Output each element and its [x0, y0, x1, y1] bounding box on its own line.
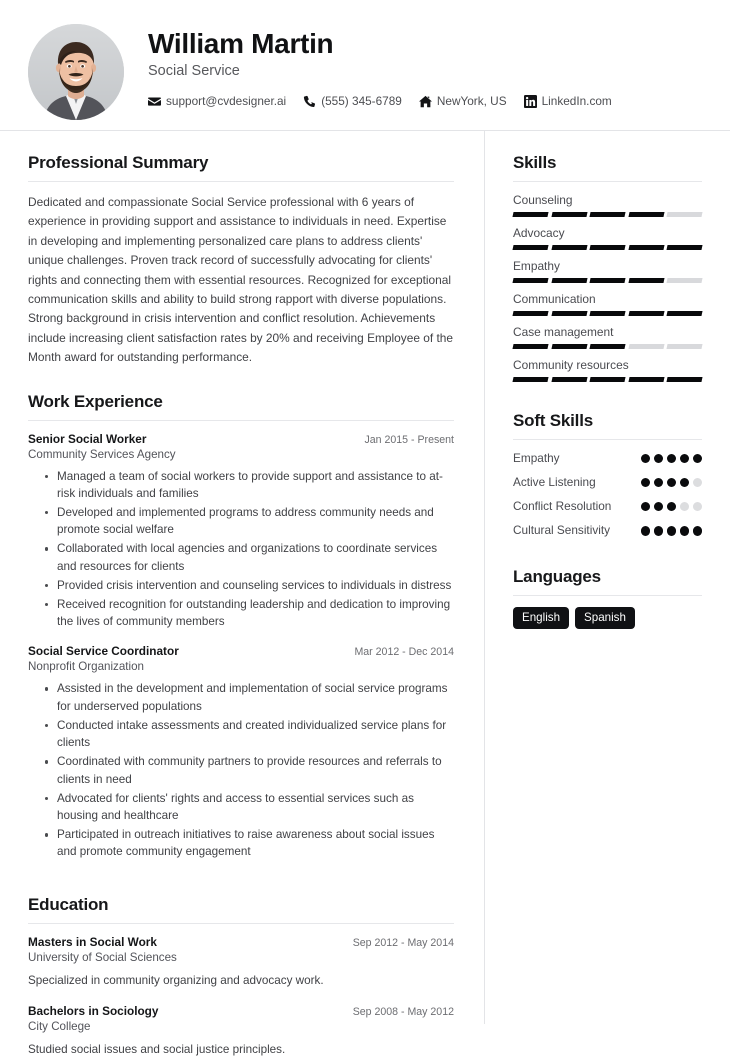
soft-skill-label: Empathy — [513, 451, 560, 465]
skill-segment — [590, 278, 626, 283]
skill-segment — [512, 278, 548, 283]
education-entry-head — [28, 935, 454, 949]
soft-skill-row — [513, 451, 702, 466]
education-date: Sep 2012 - May 2014 — [352, 936, 454, 949]
list-item: Participated in outreach initiatives to raise awareness about social issues and promote community engagement — [45, 826, 454, 860]
skill-level-bar — [513, 377, 702, 382]
rating-dot — [641, 502, 651, 512]
experience-date: Jan 2015 - Present — [364, 433, 454, 446]
skill-level-bar — [513, 212, 702, 217]
list-item: Received recognition for outstanding leadership and dedication to improving the lives of community members — [45, 596, 454, 630]
rating-dot — [654, 478, 664, 488]
skill-segment — [628, 311, 664, 316]
skill-segment — [628, 245, 664, 250]
list-item: Managed a team of social workers to provide support and assistance to at-risk individuals and families — [45, 468, 454, 502]
rating-dot — [667, 478, 677, 488]
skill-segment — [551, 245, 587, 250]
education-degree: Masters in Social Work — [28, 934, 157, 949]
rating-dot — [654, 454, 664, 464]
main-column — [0, 131, 484, 1056]
skill-segment — [551, 344, 587, 349]
avatar-photo — [28, 24, 124, 120]
rating-dot — [693, 454, 703, 464]
section-divider — [513, 181, 702, 182]
spacer — [513, 547, 702, 567]
experience-entry — [28, 432, 454, 631]
education-date: Sep 2008 - May 2012 — [352, 1005, 454, 1018]
skill-segment — [512, 311, 548, 316]
skill-level-bar — [513, 278, 702, 283]
skill-segment — [590, 311, 626, 316]
skill-segment — [551, 311, 587, 316]
page-title: William Martin — [148, 28, 334, 59]
contact-email-text: support@cvdesigner.ai — [166, 94, 287, 109]
education-description: Specialized in community organizing and advocacy work. — [28, 973, 324, 987]
soft-skill-label: Active Listening — [513, 475, 596, 490]
experience-entry-head — [28, 644, 454, 658]
linkedin-icon — [524, 95, 537, 108]
skill-segment — [590, 212, 626, 217]
skill-segment — [551, 278, 587, 283]
rating-dot — [641, 478, 651, 488]
skills-list — [513, 193, 702, 382]
section-title-experience: Work Experience — [28, 391, 163, 411]
skill-segment — [512, 377, 548, 382]
list-item: Advocated for clients' rights and access to essential services such as housing and healthcare — [45, 790, 454, 824]
skill-row — [513, 259, 702, 283]
sidebar-column — [484, 131, 730, 1024]
list-item: Conducted intake assessments and created individualized service plans for clients — [45, 717, 454, 751]
section-skills — [513, 153, 702, 382]
home-icon — [419, 95, 432, 108]
section-title-languages: Languages — [513, 567, 601, 587]
skill-segment — [667, 344, 703, 349]
section-title-summary: Professional Summary — [28, 153, 209, 172]
contact-linkedin-text: LinkedIn.com — [541, 94, 612, 109]
section-education — [28, 895, 454, 1059]
skill-label: Advocacy — [513, 226, 565, 240]
spacer — [28, 372, 454, 392]
job-role: Social Service — [148, 63, 240, 80]
soft-skill-label: Conflict Resolution — [513, 499, 612, 514]
soft-skill-rating — [641, 526, 703, 536]
skill-segment — [628, 212, 664, 217]
section-divider — [513, 439, 702, 440]
experience-job-title: Senior Social Worker — [28, 431, 147, 446]
header-text — [148, 20, 706, 108]
soft-skill-row — [513, 523, 702, 538]
experience-entry-head — [28, 432, 454, 446]
skill-label: Community resources — [513, 358, 629, 372]
education-entry — [28, 935, 454, 990]
contact-location-text: NewYork, US — [436, 94, 507, 109]
skill-label: Empathy — [513, 259, 560, 273]
contact-email[interactable] — [148, 94, 286, 108]
skill-segment — [667, 212, 703, 217]
contact-phone[interactable] — [303, 94, 402, 108]
soft-skill-rating — [641, 478, 703, 488]
section-title-skills: Skills — [513, 153, 557, 172]
section-divider — [28, 923, 454, 924]
list-item: Assisted in the development and implementation of social service programs for underserved populations — [45, 680, 454, 714]
rating-dot — [693, 502, 703, 512]
skill-segment — [590, 245, 626, 250]
rating-dot — [693, 526, 703, 536]
skill-segment — [667, 278, 703, 283]
section-work-experience — [28, 392, 454, 861]
list-item: Developed and implemented programs to address community needs and promote social welfare — [45, 504, 454, 538]
skill-segment — [667, 311, 703, 316]
list-item: Collaborated with local agencies and organizations to coordinate services and resources for clients — [45, 540, 454, 574]
experience-bullets — [28, 680, 454, 860]
list-item: Provided crisis intervention and counseling services to individuals in distress — [45, 577, 454, 594]
skill-row — [513, 292, 702, 316]
language-badge: Spanish — [575, 607, 635, 629]
soft-skill-row — [513, 499, 702, 514]
skill-row — [513, 325, 702, 349]
skill-segment — [512, 245, 548, 250]
skill-segment — [590, 377, 626, 382]
skill-segment — [628, 344, 664, 349]
section-soft-skills — [513, 411, 702, 538]
summary-text: Dedicated and compassionate Social Service professional with 6 years of experience in providing support and assistance to individuals in need. Expertise in developing and implementing personalized care plans to address clients' unique challenges. Proven track record of successfully advocating for clients' rights and connecting them with essential resources. Recognized for exceptional communication skills and ability to build strong rapport with diverse populations. Strong background in crisis intervention and conflict resolution. Achievements include increasing client satisfaction rates by 20% and receiving Employee of the Month award for outstanding performance. — [28, 195, 453, 365]
skill-segment — [628, 278, 664, 283]
section-professional-summary — [28, 153, 454, 368]
resume-header — [0, 0, 730, 131]
skill-label: Counseling — [513, 193, 573, 207]
education-school: University of Social Sciences — [28, 950, 177, 964]
skill-segment — [512, 212, 548, 217]
soft-skill-row — [513, 475, 702, 490]
contact-location — [419, 94, 507, 108]
skill-label: Case management — [513, 325, 614, 339]
language-badge: English — [513, 607, 569, 629]
experience-entry — [28, 644, 454, 860]
skill-segment — [551, 377, 587, 382]
list-item: Coordinated with community partners to provide resources and referrals to clients in need — [45, 753, 454, 787]
skill-segment — [667, 245, 703, 250]
skill-row — [513, 193, 702, 217]
soft-skill-rating — [641, 454, 703, 464]
skill-label: Communication — [513, 292, 596, 306]
section-divider — [513, 595, 702, 596]
education-entry — [28, 1004, 454, 1059]
rating-dot — [641, 526, 651, 536]
soft-skill-rating — [641, 502, 703, 512]
education-description: Studied social issues and social justice principles. — [28, 1042, 286, 1056]
education-school: City College — [28, 1019, 91, 1033]
email-icon — [148, 95, 161, 108]
spacer — [513, 391, 702, 411]
skill-segment — [512, 344, 548, 349]
phone-icon — [303, 95, 316, 108]
rating-dot — [654, 526, 664, 536]
experience-date: Mar 2012 - Dec 2014 — [354, 646, 454, 659]
section-title-education: Education — [28, 894, 109, 914]
skill-row — [513, 226, 702, 250]
rating-dot — [667, 502, 677, 512]
rating-dot — [680, 526, 690, 536]
skill-segment — [551, 212, 587, 217]
soft-skills-list — [513, 451, 702, 538]
rating-dot — [667, 454, 677, 464]
skill-level-bar — [513, 245, 702, 250]
contact-linkedin[interactable] — [524, 94, 612, 108]
skill-level-bar — [513, 344, 702, 349]
resume-body — [0, 131, 730, 1056]
skill-level-bar — [513, 311, 702, 316]
section-languages — [513, 567, 702, 629]
education-entry-head — [28, 1004, 454, 1018]
rating-dot — [654, 502, 664, 512]
experience-bullets — [28, 468, 454, 631]
soft-skill-label: Cultural Sensitivity — [513, 523, 611, 538]
skill-row — [513, 358, 702, 382]
rating-dot — [693, 478, 703, 488]
skill-segment — [590, 344, 626, 349]
skill-segment — [667, 377, 703, 382]
rating-dot — [667, 526, 677, 536]
section-divider — [28, 181, 454, 182]
experience-company: Community Services Agency — [28, 447, 176, 461]
rating-dot — [680, 502, 690, 512]
experience-job-title: Social Service Coordinator — [28, 644, 179, 659]
contact-phone-text: (555) 345-6789 — [321, 94, 402, 109]
languages-list — [513, 607, 702, 629]
skill-segment — [628, 377, 664, 382]
section-title-soft-skills: Soft Skills — [513, 411, 593, 430]
rating-dot — [680, 478, 690, 488]
avatar — [28, 24, 124, 120]
contact-row — [148, 94, 706, 108]
spacer — [28, 875, 454, 895]
rating-dot — [680, 454, 690, 464]
section-divider — [28, 420, 454, 421]
education-degree: Bachelors in Sociology — [28, 1003, 159, 1018]
rating-dot — [641, 454, 651, 464]
experience-company: Nonprofit Organization — [28, 660, 144, 674]
